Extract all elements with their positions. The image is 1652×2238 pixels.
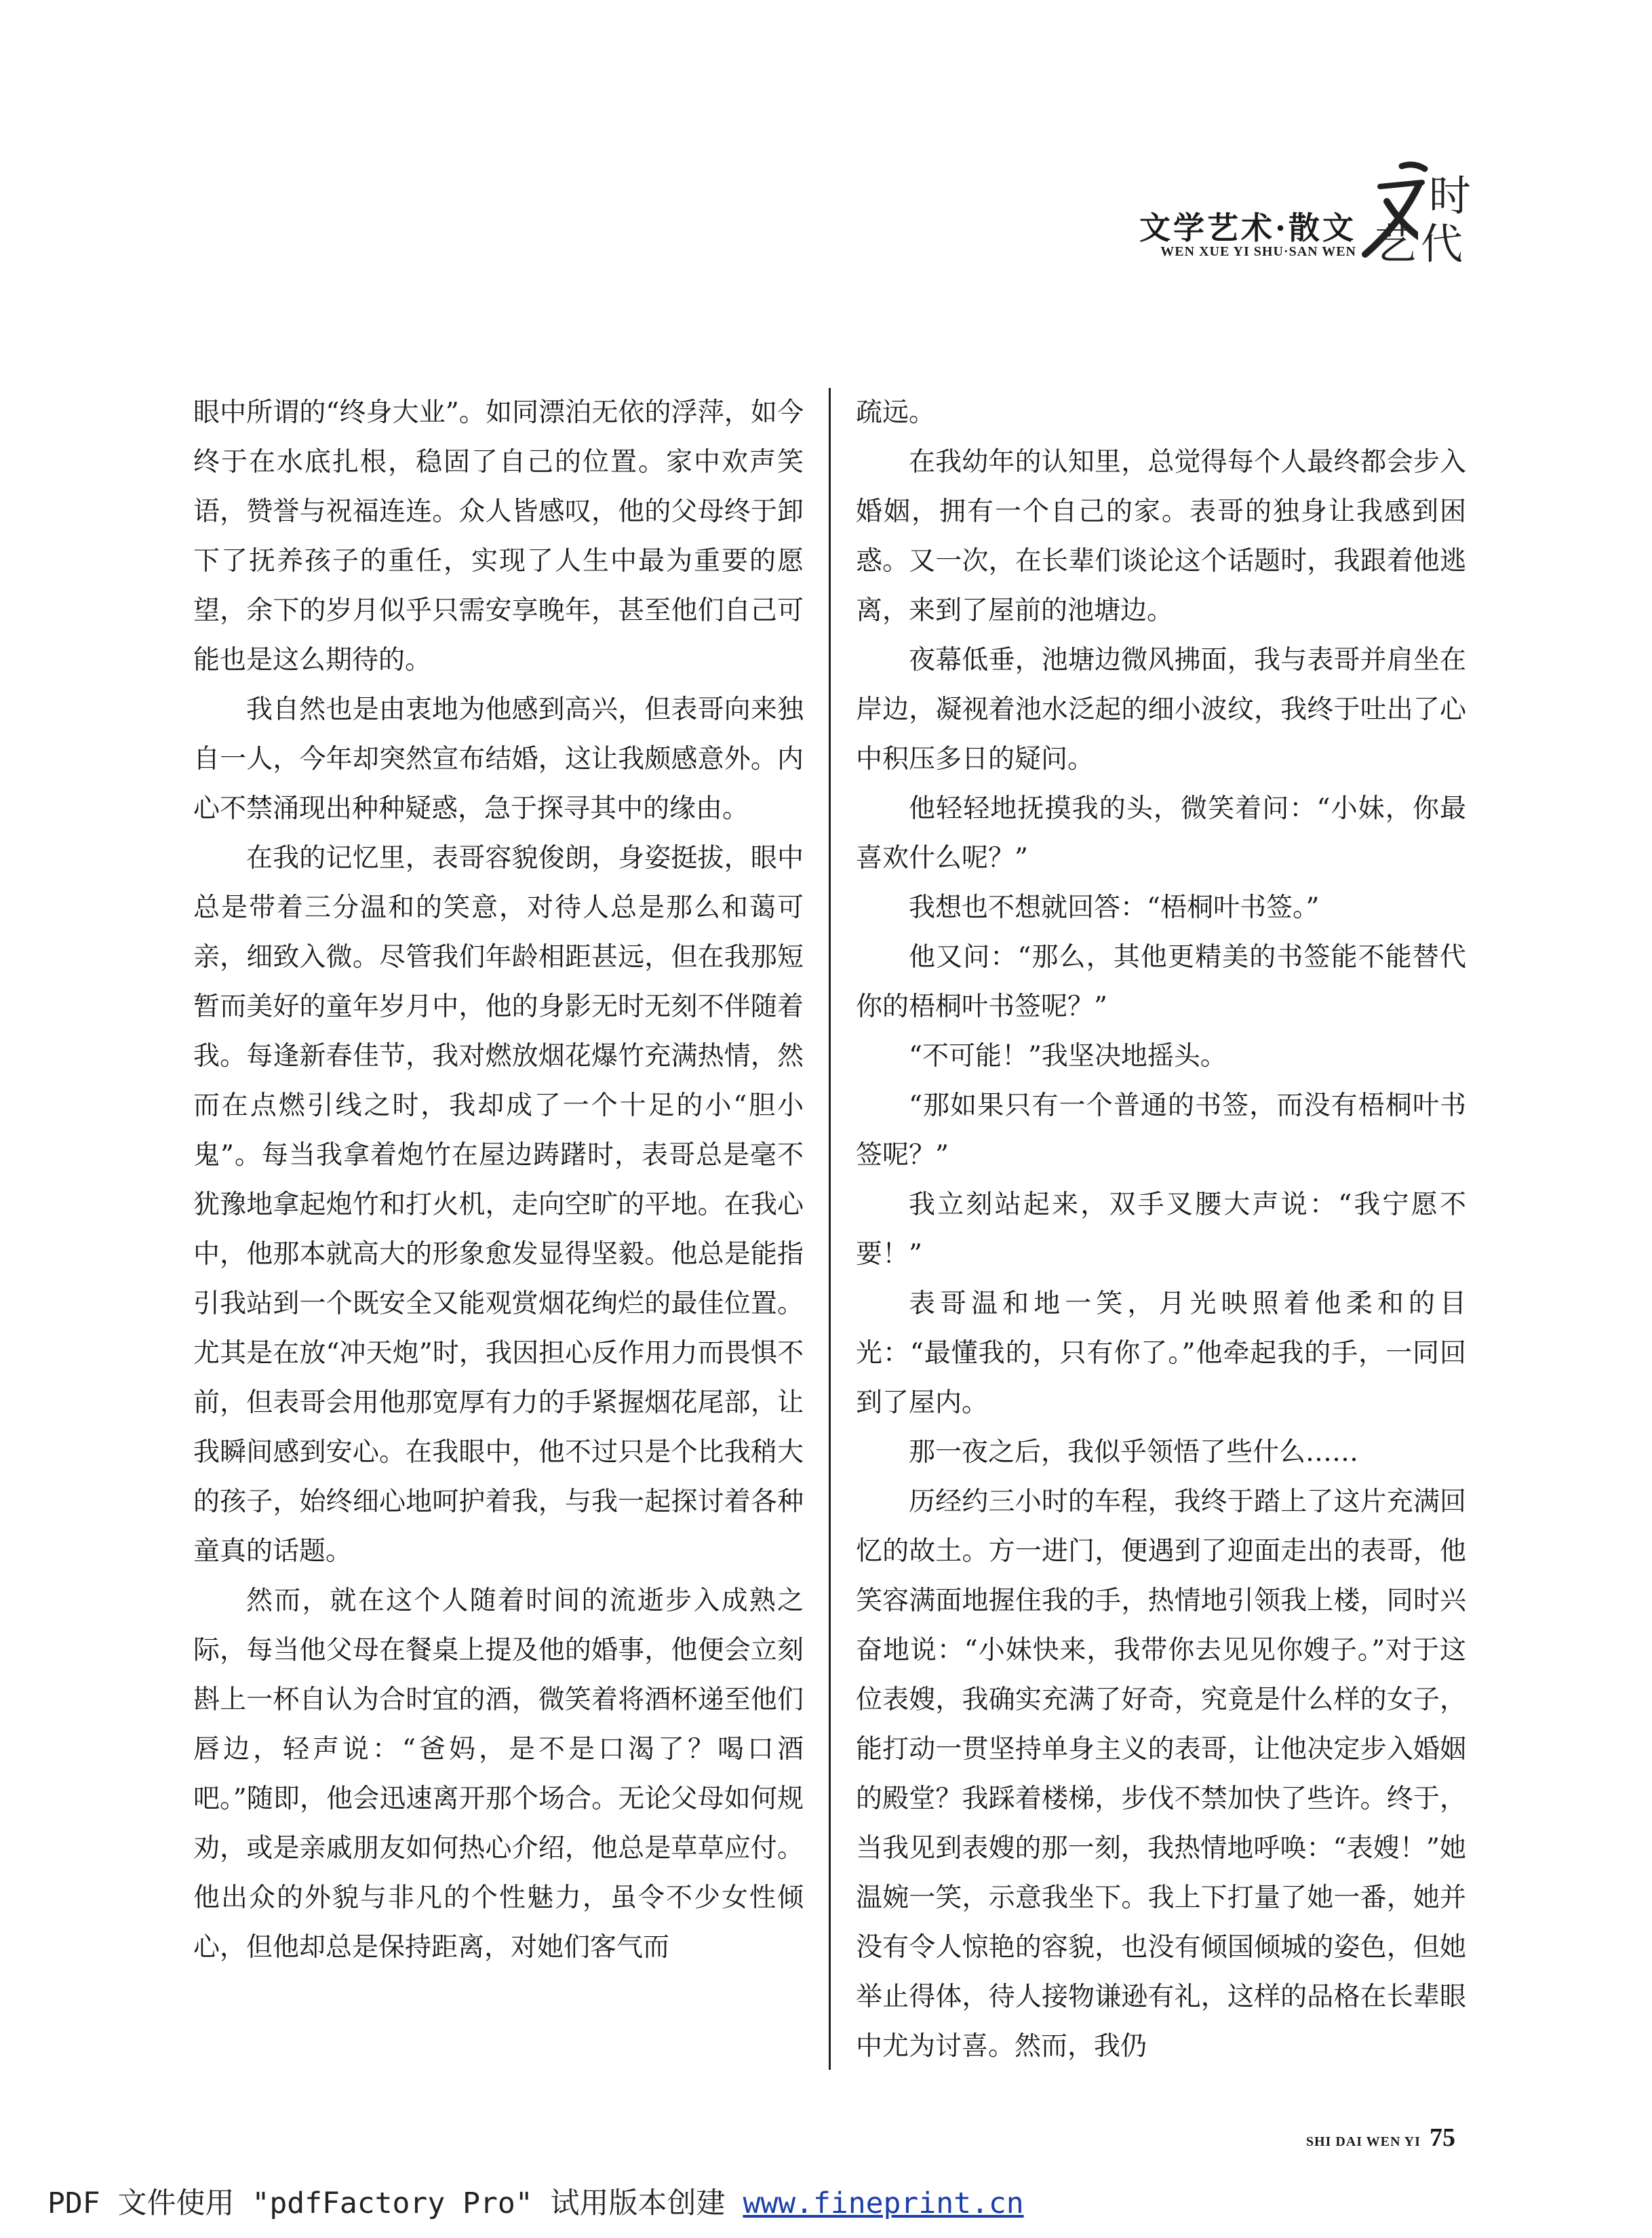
section-pinyin: WEN XUE YI SHU·SAN WEN bbox=[1160, 244, 1356, 259]
paragraph: 在我幼年的认知里，总觉得每个人最终都会步入婚姻，拥有一个自己的家。表哥的独身让我感到困惑。又一次，在长辈们谈论这个话题时，我跟着他逃离，来到了屋前的池塘边。 bbox=[856, 447, 1466, 626]
footer-journal-pinyin: SHI DAI WEN YI bbox=[1305, 2134, 1421, 2149]
page-number: 75 bbox=[1430, 2123, 1455, 2152]
article-left-column bbox=[193, 388, 804, 1972]
paragraph: “不可能！”我坚决地摇头。 bbox=[909, 1041, 1227, 1072]
paragraph: 疏远。 bbox=[856, 397, 936, 428]
paragraph: 夜幕低垂，池塘边微风拂面，我与表哥并肩坐在岸边，凝视着池水泛起的细小波纹，我终于吐出了心中积压多日的疑问。 bbox=[856, 645, 1466, 774]
journal-logo bbox=[1360, 159, 1475, 264]
paragraph: 然而，就在这个人随着时间的流逝步入成熟之际，每当他父母在餐桌上提及他的婚事，他便会立刻斟上一杯自认为合时宜的酒，微笑着将酒杯递至他们唇边，轻声说：“爸妈，是不是口渴了？喝口酒吧。”随即，他会迅速离开那个场合。无论父母如何规劝，或是亲戚朋友如何热心介绍，他总是草草应付。他出众的外貌与非凡的个性魅力，虽令不少女性倾心，但他却总是保持距离，对她们客气而 bbox=[193, 1586, 804, 1963]
logo-char-yi: 艺 bbox=[1375, 219, 1417, 264]
paragraph: 他轻轻地抚摸我的头，微笑着问：“小妹，你最喜欢什么呢？” bbox=[856, 793, 1466, 873]
pdffactory-watermark bbox=[47, 2180, 1024, 2222]
column-divider bbox=[829, 388, 831, 2070]
paragraph: “那如果只有一个普通的书签，而没有梧桐叶书签呢？” bbox=[856, 1091, 1466, 1171]
paragraph: 在我的记忆里，表哥容貌俊朗，身姿挺拔，眼中总是带着三分温和的笑意，对待人总是那么和蔼可亲，细致入微。尽管我们年龄相距甚远，但在我那短暂而美好的童年岁月中，他的身影无时无刻不伴随着我。每逢新春佳节，我对燃放烟花爆竹充满热情，然而在点燃引线之时，我却成了一个十足的小“胆小鬼”。每当我拿着炮竹在屋边踌躇时，表哥总是毫不犹豫地拿起炮竹和打火机，走向空旷的平地。在我心中，他那本就高大的形象愈发显得坚毅。他总是能指引我站到一个既安全又能观赏烟花绚烂的最佳位置。尤其是在放“冲天炮”时，我因担心反作用力而畏惧不前，但表哥会用他那宽厚有力的手紧握烟花尾部，让我瞬间感到安心。在我眼中，他不过只是个比我稍大的孩子，始终细心地呵护着我，与我一起探讨着各种童真的话题。 bbox=[193, 843, 804, 1567]
paragraph: 历经约三小时的车程，我终于踏上了这片充满回忆的故土。方一进门，便遇到了迎面走出的表哥，他笑容满面地握住我的手，热情地引领我上楼，同时兴奋地说：“小妹快来，我带你去见见你嫂子。”对于这位表嫂，我确实充满了好奇，究竟是什么样的女子，能打动一贯坚持单身主义的表哥，让他决定步入婚姻的殿堂？我踩着楼梯，步伐不禁加快了些许。终于，当我见到表嫂的那一刻，我热情地呼唤：“表嫂！”她温婉一笑，示意我坐下。我上下打量了她一番，她并没有令人惊艳的容貌，也没有倾国倾城的姿色，但她举止得体，待人接物谦逊有礼，这样的品格在长辈眼中尤为讨喜。然而，我仍 bbox=[856, 1487, 1466, 2062]
paragraph: 我自然也是由衷地为他感到高兴，但表哥向来独自一人，今年却突然宣布结婚，这让我颇感意外。内心不禁涌现出种种疑惑，急于探寻其中的缘由。 bbox=[193, 694, 804, 824]
paragraph: 我想也不想就回答：“梧桐叶书签。” bbox=[909, 892, 1320, 923]
section-title: 文学艺术·散文 bbox=[1139, 210, 1356, 246]
paragraph: 他又问：“那么，其他更精美的书签能不能替代你的梧桐叶书签呢？” bbox=[856, 942, 1466, 1022]
paragraph: 眼中所谓的“终身大业”。如同漂泊无依的浮萍，如今终于在水底扎根，稳固了自己的位置。家中欢声笑语，赞誉与祝福连连。众人皆感叹，他的父母终于卸下了抚养孩子的重任，实现了人生中最为重要的愿望，余下的岁月似乎只需安享晚年，甚至他们自己可能也是这么期待的。 bbox=[193, 397, 804, 675]
paragraph: 那一夜之后，我似乎领悟了些什么…… bbox=[909, 1437, 1359, 1468]
logo-char-shi: 时 bbox=[1429, 171, 1472, 220]
logo-char-dai: 代 bbox=[1421, 219, 1463, 264]
page-footer bbox=[1306, 2123, 1455, 2153]
watermark-link[interactable]: www.fineprint.cn bbox=[743, 2186, 1024, 2220]
article-right-column bbox=[856, 388, 1466, 2071]
watermark-text: PDF 文件使用 "pdfFactory Pro" 试用版本创建 bbox=[47, 2186, 743, 2220]
paragraph: 我立刻站起来，双手叉腰大声说：“我宁愿不要！” bbox=[856, 1190, 1466, 1270]
paragraph: 表哥温和地一笑，月光映照着他柔和的目光：“最懂我的，只有你了。”他牵起我的手，一同回到了屋内。 bbox=[856, 1289, 1466, 1418]
